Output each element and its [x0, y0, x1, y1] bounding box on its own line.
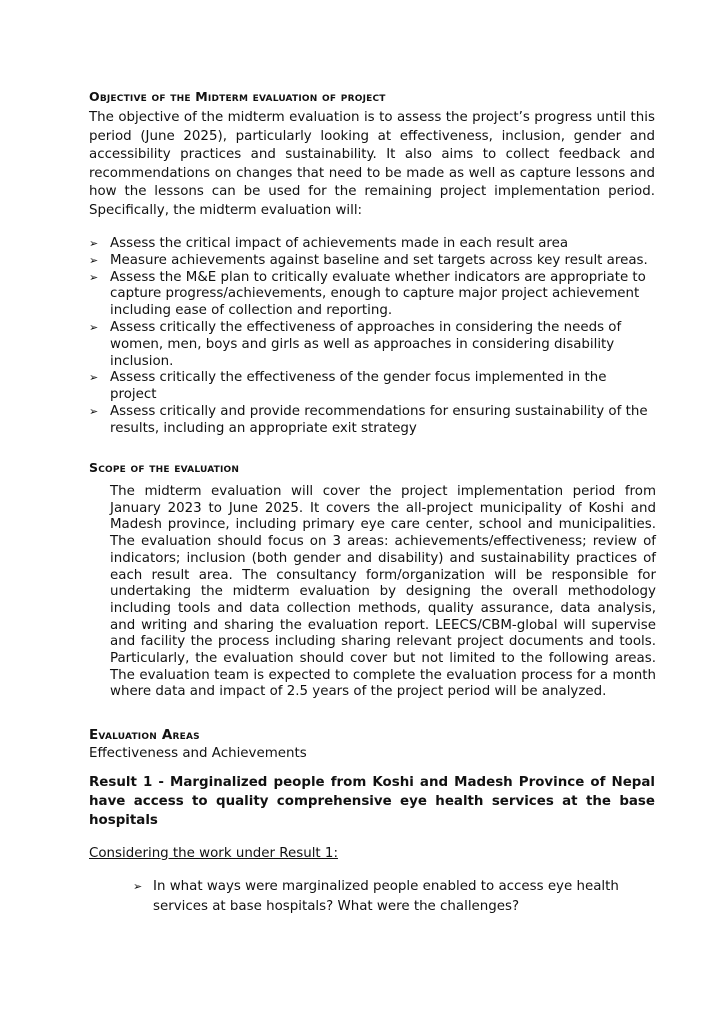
list-item: ➢ Assess critically the effectiveness of the gender focus implemented in the project [89, 370, 657, 404]
considering-result-1: Considering the work under Result 1: [89, 846, 338, 861]
result-1-question-list [133, 877, 656, 917]
list-item: ➢ Assess the M&E plan to critically evaluate whether indicators are appropriate to capture progress/achievements, enough to capture major project achievement including ease of collection and reporting. [89, 270, 657, 320]
objective-heading: Objective of the Midterm evaluation of project [89, 89, 386, 104]
objective-intro: The objective of the midterm evaluation is to assess the project’s progress until this period (June 2025), particularly looking at effectiveness, inclusion, gender and accessibility practices and sustainability. It also aims to collect feedback and recommendations on changes that need to be made as well as capture lessons and how the lessons can be used for the remaining project implementation period. Specifically, the midterm evaluation will: [89, 110, 655, 218]
list-item: ➢ Assess the critical impact of achievements made in each result area [89, 236, 657, 253]
list-item: ➢ Assess critically the effectiveness of approaches in considering the needs of women, men, boys and girls as well as approaches in considering disability inclusion. [89, 320, 657, 370]
evaluation-areas-heading: Evaluation Areas [89, 727, 200, 743]
scope-body: The midterm evaluation will cover the project implementation period from January 2023 to June 2025. It covers the all-project municipality of Koshi and Madesh province, including primary eye care center, school and municipalities. The evaluation should focus on 3 areas: achievements/effectiveness; review of indicators; inclusion (both gender and disability) and sustainability practices of each result area. The consultancy form/organization will be responsible for undertaking the midterm evaluation by designing the overall methodology including tools and data collection methods, quality assurance, data analysis, and writing and sharing the evaluation report. LEECS/CBM-global will supervise and facility the process including sharing relevant project documents and tools. Particularly, the evaluation should cover but not limited to the following areas. The evaluation team is expected to complete the evaluation process for a month where data and impact of 2.5 years of the project period will be analyzed. [110, 484, 656, 700]
list-item: ➢ Assess critically and provide recommendations for ensuring sustainability of the results, including an appropriate exit strategy [89, 404, 657, 438]
list-item: ➢ Measure achievements against baseline and set targets across key result areas. [89, 253, 657, 270]
evaluation-areas-subheading: Effectiveness and Achievements [89, 746, 307, 761]
list-item: ➢ In what ways were marginalized people enabled to access eye health services at base hospitals? What were the challenges? [133, 877, 656, 917]
result-1-statement: Result 1 - Marginalized people from Koshi and Madesh Province of Nepal have access to quality comprehensive eye health services at the base hospitals [89, 775, 655, 828]
objective-bullet-list [89, 236, 657, 438]
scope-heading: Scope of the evaluation [89, 460, 240, 475]
